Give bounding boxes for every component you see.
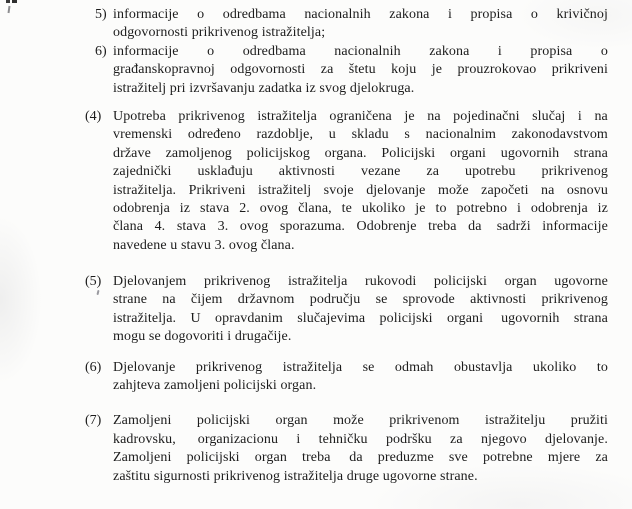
word: je [415, 200, 426, 216]
word: građanskopravnoj [113, 62, 215, 78]
word: je [404, 108, 415, 124]
word: države [113, 145, 151, 161]
word: istražitelja [282, 359, 343, 375]
item-lines [113, 359, 608, 396]
word: odobrenja [530, 200, 588, 216]
word: treba [428, 219, 457, 235]
word: može [437, 182, 469, 198]
word: pružiti [570, 413, 608, 429]
text-line [113, 273, 608, 291]
word: propisa [470, 7, 513, 22]
document-body [85, 6, 608, 486]
text-line [113, 449, 608, 467]
scan-artifact-top-mark [12, 0, 17, 3]
word: vezane [360, 164, 401, 180]
item-marker: (5) [85, 274, 102, 290]
word: organi [449, 145, 487, 161]
word: za [595, 450, 608, 466]
word: osnovu [566, 182, 608, 198]
text-line [113, 359, 608, 377]
word: organ [275, 413, 308, 429]
paragraph [85, 359, 608, 396]
text-line [113, 163, 608, 181]
word: policijski [186, 450, 240, 466]
word: Upotreba [113, 108, 166, 124]
word: svoje [323, 182, 354, 198]
word: može [333, 413, 364, 429]
word: stava [200, 200, 230, 216]
word: istražitelja. [113, 182, 177, 198]
item-marker: (6) [85, 359, 102, 375]
word: stava [176, 219, 207, 235]
scan-artifact-tick [8, 6, 11, 13]
word: mjere [547, 450, 581, 466]
word: Djelovanje [113, 359, 176, 375]
word: policijski [379, 310, 433, 326]
word: istražitelju [485, 413, 546, 429]
word: 3. [217, 219, 229, 235]
word: i [296, 431, 301, 447]
text-line [113, 431, 608, 449]
word: pojedinačni [453, 108, 520, 124]
word: prikrivenog [541, 164, 608, 180]
word: organ [504, 274, 537, 290]
word: na [594, 108, 608, 124]
word: razdoblje, [256, 127, 314, 143]
word: rukovodi [365, 274, 417, 290]
word: na [427, 108, 441, 124]
word: na [162, 292, 176, 308]
word: propisa [530, 43, 573, 59]
text-line [113, 108, 608, 126]
text-line: istražitelj pri izvršavanju zadatka iz svog djelokruga. [113, 80, 415, 96]
word: skladu [351, 127, 389, 143]
word: te [341, 200, 352, 216]
word: Zamoljeni [113, 450, 172, 466]
word: istražitelja. [113, 310, 177, 326]
word: to [596, 359, 608, 375]
word: člana [113, 219, 144, 235]
word: za [426, 164, 440, 180]
word: U [190, 310, 201, 326]
word: sadrži [496, 219, 531, 235]
item-lines [113, 412, 608, 486]
word: koju [391, 62, 417, 78]
word: štetu [348, 62, 376, 78]
word: se [375, 292, 388, 308]
word: iz [597, 200, 608, 216]
word: na [541, 182, 555, 198]
word: odredbama [242, 43, 306, 59]
paragraph [85, 412, 608, 486]
word: državnom [237, 292, 295, 308]
word: ovog [239, 219, 269, 235]
word: strana [573, 310, 608, 326]
word: 4. [154, 219, 166, 235]
item-lines [113, 273, 608, 347]
item-lines [113, 43, 608, 98]
word: i [577, 108, 582, 124]
word: ugovorne [554, 274, 608, 290]
word: slučaj [532, 108, 566, 124]
text-line [113, 412, 608, 430]
word: to [435, 200, 447, 216]
word: tehničku [318, 431, 368, 447]
word: i [448, 7, 452, 22]
word: aktivnosti [278, 164, 336, 180]
word: o [207, 43, 215, 59]
word: zamoljenog [165, 145, 232, 161]
word: organizacionu [197, 431, 279, 447]
word: odmah [394, 359, 434, 375]
word: u [328, 127, 336, 143]
word: istražitelja [287, 274, 348, 290]
word: potrebne [482, 450, 533, 466]
word: i [516, 200, 521, 216]
word: ugovornih [500, 145, 560, 161]
text-line [113, 6, 608, 24]
word: informacije [113, 43, 179, 59]
word: odgovornosti [230, 62, 306, 78]
word: da [349, 450, 363, 466]
word: da [468, 219, 486, 235]
word: potrebno [456, 200, 508, 216]
word: istražitelj [258, 182, 312, 198]
word: Prikriveni [188, 182, 246, 198]
word: prikriveni [551, 62, 608, 78]
word: strana [573, 145, 608, 161]
word: vremenski [113, 127, 173, 143]
word: sprovode [402, 292, 455, 308]
word: krivičnoj [556, 7, 608, 22]
word: sporazuma. [279, 219, 345, 235]
word: Policijski [381, 145, 436, 161]
word: za [320, 62, 334, 78]
word: 2. [239, 200, 250, 216]
item-marker: (7) [85, 413, 102, 429]
word: zakona [429, 43, 470, 59]
word: nacionalnih [304, 7, 371, 22]
word: ograničena [329, 108, 392, 124]
text-line: mogu se dogovoriti i drugačije. [113, 329, 292, 345]
word: nacionalnim [425, 127, 496, 143]
word: iz [179, 200, 191, 216]
word: nacionalnih [334, 43, 401, 59]
word: ugovornih [501, 310, 560, 326]
word: i [497, 43, 502, 59]
word: Djelovanjem [113, 274, 187, 290]
item-marker: 5) [95, 7, 107, 22]
word: ukoliko [361, 200, 406, 216]
item-lines [113, 6, 608, 43]
word: prikrivenom [389, 413, 460, 429]
word: se [362, 359, 375, 375]
word: s [404, 127, 410, 143]
list-item [85, 6, 608, 43]
list-item [85, 43, 608, 98]
word: kadrovsku, [113, 431, 180, 447]
text-line [113, 126, 608, 144]
word: opravdanim [215, 310, 283, 326]
word: zakonodavstvom [511, 127, 608, 143]
word: određeno [187, 127, 241, 143]
word: podršku [385, 431, 432, 447]
word: člana, [298, 200, 332, 216]
word: o [600, 43, 608, 59]
scan-artifact-top-mark [6, 0, 10, 3]
word: istražitelja [257, 108, 317, 124]
item-marker: (4) [85, 108, 102, 124]
word: organ [254, 450, 287, 466]
text-line [113, 145, 608, 163]
word: prikrivenog [178, 108, 245, 124]
word: treba [302, 450, 335, 466]
word: odobrenja [113, 200, 170, 216]
word: o [197, 7, 205, 22]
paragraph [85, 273, 608, 347]
text-line [113, 200, 608, 218]
text-line [113, 218, 608, 236]
word: prikrivenog [203, 274, 271, 290]
text-line: zahjteva zamoljeni policijski organ. [113, 378, 317, 394]
word: organi [447, 310, 487, 326]
text-line [113, 310, 608, 328]
word: njegovo [480, 431, 527, 447]
word: prouzrokovao [457, 62, 537, 78]
text-line: zaštitu sigurnosti prikrivenog istražitelja druge ugovorne strane. [113, 468, 478, 484]
word: preduzme [377, 450, 434, 466]
word: usklađuju [197, 164, 253, 180]
word: o [530, 7, 539, 22]
word: zajednički [113, 164, 172, 180]
text-line: navedene u stavu 3. ovog člana. [113, 237, 295, 253]
item-marker: 6) [95, 43, 107, 59]
word: prikrivenog [541, 292, 608, 308]
word: Odobrenje [356, 219, 417, 235]
word: aktivnosti [470, 292, 527, 308]
item-lines [113, 108, 608, 255]
word: policijski [196, 413, 251, 429]
word: informacije [113, 7, 179, 22]
word: strane [113, 292, 148, 308]
word: području [309, 292, 361, 308]
text-line [113, 182, 608, 200]
paragraph [85, 108, 608, 255]
word: organa. [324, 145, 367, 161]
word: zakona [389, 7, 430, 22]
word: slučajevima [297, 310, 366, 326]
word: djelovanje. [545, 431, 608, 447]
text-line [113, 61, 608, 79]
word: upotrebu [464, 164, 516, 180]
word: ovog [259, 200, 289, 216]
word: ukoliko [532, 359, 577, 375]
word: policijski [433, 274, 488, 290]
word: je [431, 62, 443, 78]
word: policijskog [246, 145, 310, 161]
word: djelovanje [366, 182, 426, 198]
word: čijem [190, 292, 223, 308]
word: prikrivenog [195, 359, 263, 375]
text-line: odgovornosti prikrivenog istražitelja; [113, 25, 326, 41]
word: sve [448, 450, 468, 466]
text-line [113, 291, 608, 309]
text-line [113, 43, 608, 61]
word: započeti [481, 182, 529, 198]
word: Zamoljeni [113, 413, 172, 429]
word: informacije [542, 219, 608, 235]
word: obustavlja [453, 359, 513, 375]
word: odredbama [222, 7, 286, 22]
word: za [450, 431, 463, 447]
